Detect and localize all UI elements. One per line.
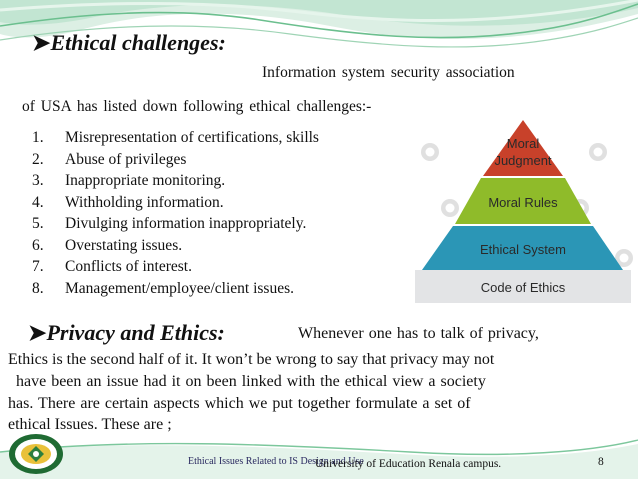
list-item-number: 2. — [32, 150, 44, 168]
list-item — [32, 235, 319, 257]
ethics-pyramid-diagram — [412, 118, 634, 304]
list-item-text: Overstating issues. — [65, 236, 183, 254]
list-item-text: Misrepresentation of certifications, skills — [65, 129, 319, 146]
arrow-bullet-icon: ➤ — [32, 30, 51, 55]
privacy-paragraph-line-4: has. There are certain aspects which we put together formulate a set of — [8, 395, 471, 412]
list-item-text: Management/employee/client issues. — [65, 279, 294, 297]
list-item — [32, 213, 319, 235]
list-item-number: 1. — [32, 129, 44, 146]
pyramid-base-label: Code of Ethics — [480, 280, 566, 295]
list-item-text: Conflicts of interest. — [65, 258, 192, 275]
pyramid-bottom-label: Ethical System — [480, 242, 566, 257]
list-item-number: 4. — [32, 193, 44, 211]
pyramid-top-label-2: Judgment — [494, 153, 552, 168]
list-item-text: Abuse of privileges — [65, 150, 187, 168]
privacy-ethics-title: Privacy and Ethics: — [46, 320, 225, 345]
page-number: 8 — [598, 456, 604, 468]
footer-presentation-title: Ethical Issues Related to IS Design and Use — [188, 456, 364, 467]
footer-campus-name: University of Education Renala campus. — [315, 458, 502, 470]
list-item-number: 7. — [32, 258, 44, 275]
pyramid-top-label-1: Moral — [506, 136, 540, 151]
list-item-text: Divulging information inappropriately. — [65, 215, 307, 232]
list-item — [32, 278, 319, 300]
list-item-number: 5. — [32, 215, 44, 232]
list-item-number: 3. — [32, 172, 44, 189]
list-item — [32, 170, 319, 192]
intro-line-2: of USA has listed down following ethical challenges:- — [22, 98, 372, 115]
privacy-paragraph-line-2: Ethics is the second half of it. It won’t be wrong to say that privacy may not — [8, 351, 495, 368]
list-item — [32, 256, 319, 278]
intro-line-1: Information system security association — [262, 64, 515, 81]
ethical-challenges-list — [32, 127, 319, 299]
list-item — [32, 127, 319, 149]
list-item-number: 8. — [32, 279, 44, 297]
privacy-paragraph-line-3: have been an issue had it on been linked with the ethical view a society — [16, 373, 486, 390]
university-logo — [6, 432, 66, 477]
list-item-text: Withholding information. — [65, 193, 224, 211]
privacy-ethics-heading — [28, 320, 225, 346]
ethical-challenges-heading — [32, 30, 226, 56]
privacy-paragraph-line-5: ethical Issues. These are ; — [8, 416, 172, 433]
list-item — [32, 192, 319, 214]
list-item-text: Inappropriate monitoring. — [65, 172, 226, 189]
list-item-number: 6. — [32, 236, 44, 254]
privacy-paragraph-line-1: Whenever one has to talk of privacy, — [298, 325, 539, 342]
pyramid-middle-label: Moral Rules — [488, 195, 558, 210]
list-item — [32, 149, 319, 171]
ethical-challenges-title: Ethical challenges: — [50, 30, 226, 55]
arrow-bullet-icon: ➤ — [28, 320, 47, 345]
